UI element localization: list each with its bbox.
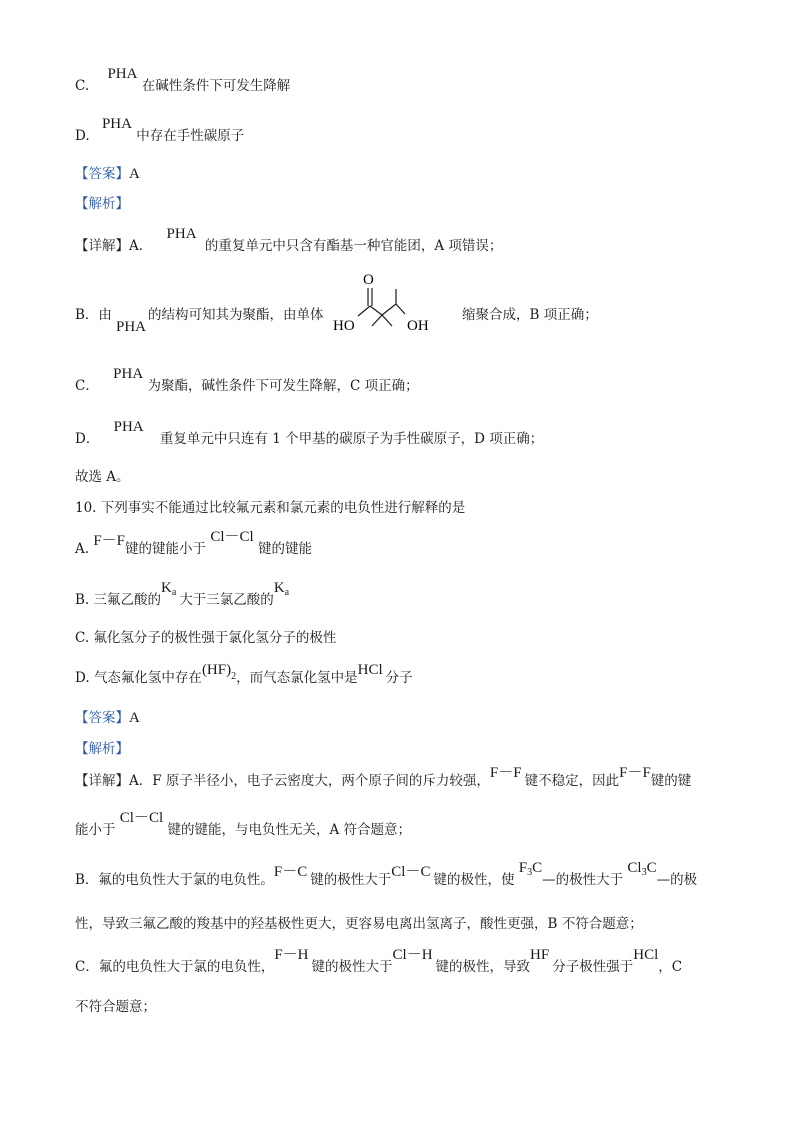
ff-bond: F－F bbox=[619, 765, 651, 781]
ka-symbol: $K_a$ bbox=[161, 580, 177, 598]
q10-detail-a-cont: 能小于 Cl－Cl 键的键能，与电负性无关，A 符合题意； bbox=[75, 810, 411, 838]
option-label: D. bbox=[75, 128, 90, 144]
q10-detail-c-cont: 不符合题意； bbox=[75, 999, 156, 1015]
detail-b: B．由 bbox=[75, 307, 112, 323]
answer-tag: 【答案】 bbox=[75, 710, 129, 726]
option-c bbox=[75, 66, 291, 95]
detail-d: D． PHA 重复单元中只连有 1 个甲基的碳原子为手性碳原子，D 项正确； bbox=[75, 419, 544, 447]
conclusion: 故选 A。 bbox=[75, 469, 130, 485]
q10-answer-line bbox=[75, 709, 140, 727]
ff-bond: F－F bbox=[93, 533, 126, 549]
detail-b-end: 缩聚合成，B 项正确； bbox=[462, 307, 598, 323]
clc-bond: Cl－C bbox=[391, 864, 431, 880]
pha-formula: PHA bbox=[166, 226, 197, 242]
hcl-formula: HCl bbox=[633, 947, 659, 963]
hydroxyl-right-label: OH bbox=[407, 318, 429, 334]
pha-formula: PHA bbox=[113, 366, 144, 382]
carbonyl-oxygen-label: O bbox=[363, 272, 374, 288]
clcl-bond: Cl－Cl bbox=[119, 810, 164, 826]
q10-detail-a: 【详解】A．F 原子半径小，电子云密度大，两个原子间的斥力较强，F－F 键不稳定，因此F－F键的键 bbox=[75, 765, 692, 789]
f3c-group: $F_3C$ bbox=[518, 860, 543, 878]
q10-option-c: C. 氟化氢分子的极性强于氯化氢分子的极性 bbox=[75, 630, 337, 646]
option-text: 中存在手性碳原子 bbox=[136, 128, 245, 144]
option-label: C. bbox=[75, 78, 90, 94]
ff-bond: F－F bbox=[489, 765, 522, 781]
q10-analysis-tag: 【解析】 bbox=[75, 741, 129, 757]
q10-detail-b: B．氟的电负性大于氯的电负性。F－C 键的极性大于Cl－C 键的极性，使 $F_3C—$的极性大于 $Cl_3C—$的极 bbox=[75, 860, 698, 888]
pha-below: PHA bbox=[116, 319, 147, 335]
clh-bond: Cl－H bbox=[392, 947, 433, 963]
answer-line bbox=[75, 165, 140, 183]
hf-dimer: $(HF)_2$ bbox=[201, 662, 237, 682]
cl3c-group: $Cl_3C$ bbox=[627, 860, 657, 878]
q10-option-b: B. 三氟乙酸的$K_a$ 大于三氯乙酸的$K_a$ bbox=[75, 580, 290, 608]
detail-c: C． PHA 为聚酯，碱性条件下可发生降解，C 项正确； bbox=[75, 366, 419, 394]
answer-tag: 【答案】 bbox=[75, 166, 129, 182]
ka-symbol: $K_a$ bbox=[273, 580, 290, 598]
hf-formula: HF bbox=[530, 947, 550, 963]
fc-bond: F－C bbox=[273, 864, 308, 880]
question-stem: 10. 下列事实不能通过比较氟元素和氯元素的电负性进行解释的是 bbox=[75, 500, 466, 516]
hcl-formula: HCl bbox=[357, 662, 383, 678]
fh-bond: F－H bbox=[274, 947, 309, 963]
q10-option-d: D. 气态氟化氢中存在$(HF)_2$，而气态氯化氢中是HCl 分子 bbox=[75, 662, 413, 686]
detail-a: 【详解】A． PHA 的重复单元中只含有酯基一种官能团，A 项错误； bbox=[75, 226, 503, 254]
detail-b-text: 的结构可知其为聚酯，由单体 bbox=[148, 307, 324, 323]
detail-tag: 【详解】 bbox=[75, 238, 129, 254]
q10-detail-c: C．氟的电负性大于氯的电负性，F－H键的极性大于Cl－H键的极性，导致HF分子极性强于HCl，C bbox=[75, 947, 683, 975]
clcl-bond: Cl－Cl bbox=[210, 529, 254, 545]
monomer-structure bbox=[325, 268, 445, 338]
pha-formula: PHA bbox=[113, 419, 144, 435]
answer-value: A bbox=[129, 166, 140, 182]
pha-formula: PHA bbox=[101, 116, 132, 132]
analysis-tag: 【解析】 bbox=[75, 196, 129, 212]
q10-detail-b-cont: 性，导致三氟乙酸的羧基中的羟基极性更大，更容易电离出氢离子，酸性更强，B 不符合题意； bbox=[75, 916, 643, 932]
option-d bbox=[75, 116, 245, 145]
answer-value: A bbox=[129, 710, 140, 726]
hydroxyl-left-label: HO bbox=[333, 318, 355, 334]
pha-formula: PHA bbox=[107, 66, 138, 82]
q10-option-a: A. F－F键的键能小于 Cl－Cl 键的键能 bbox=[75, 529, 312, 557]
option-text: 在碱性条件下可发生降解 bbox=[141, 78, 291, 94]
